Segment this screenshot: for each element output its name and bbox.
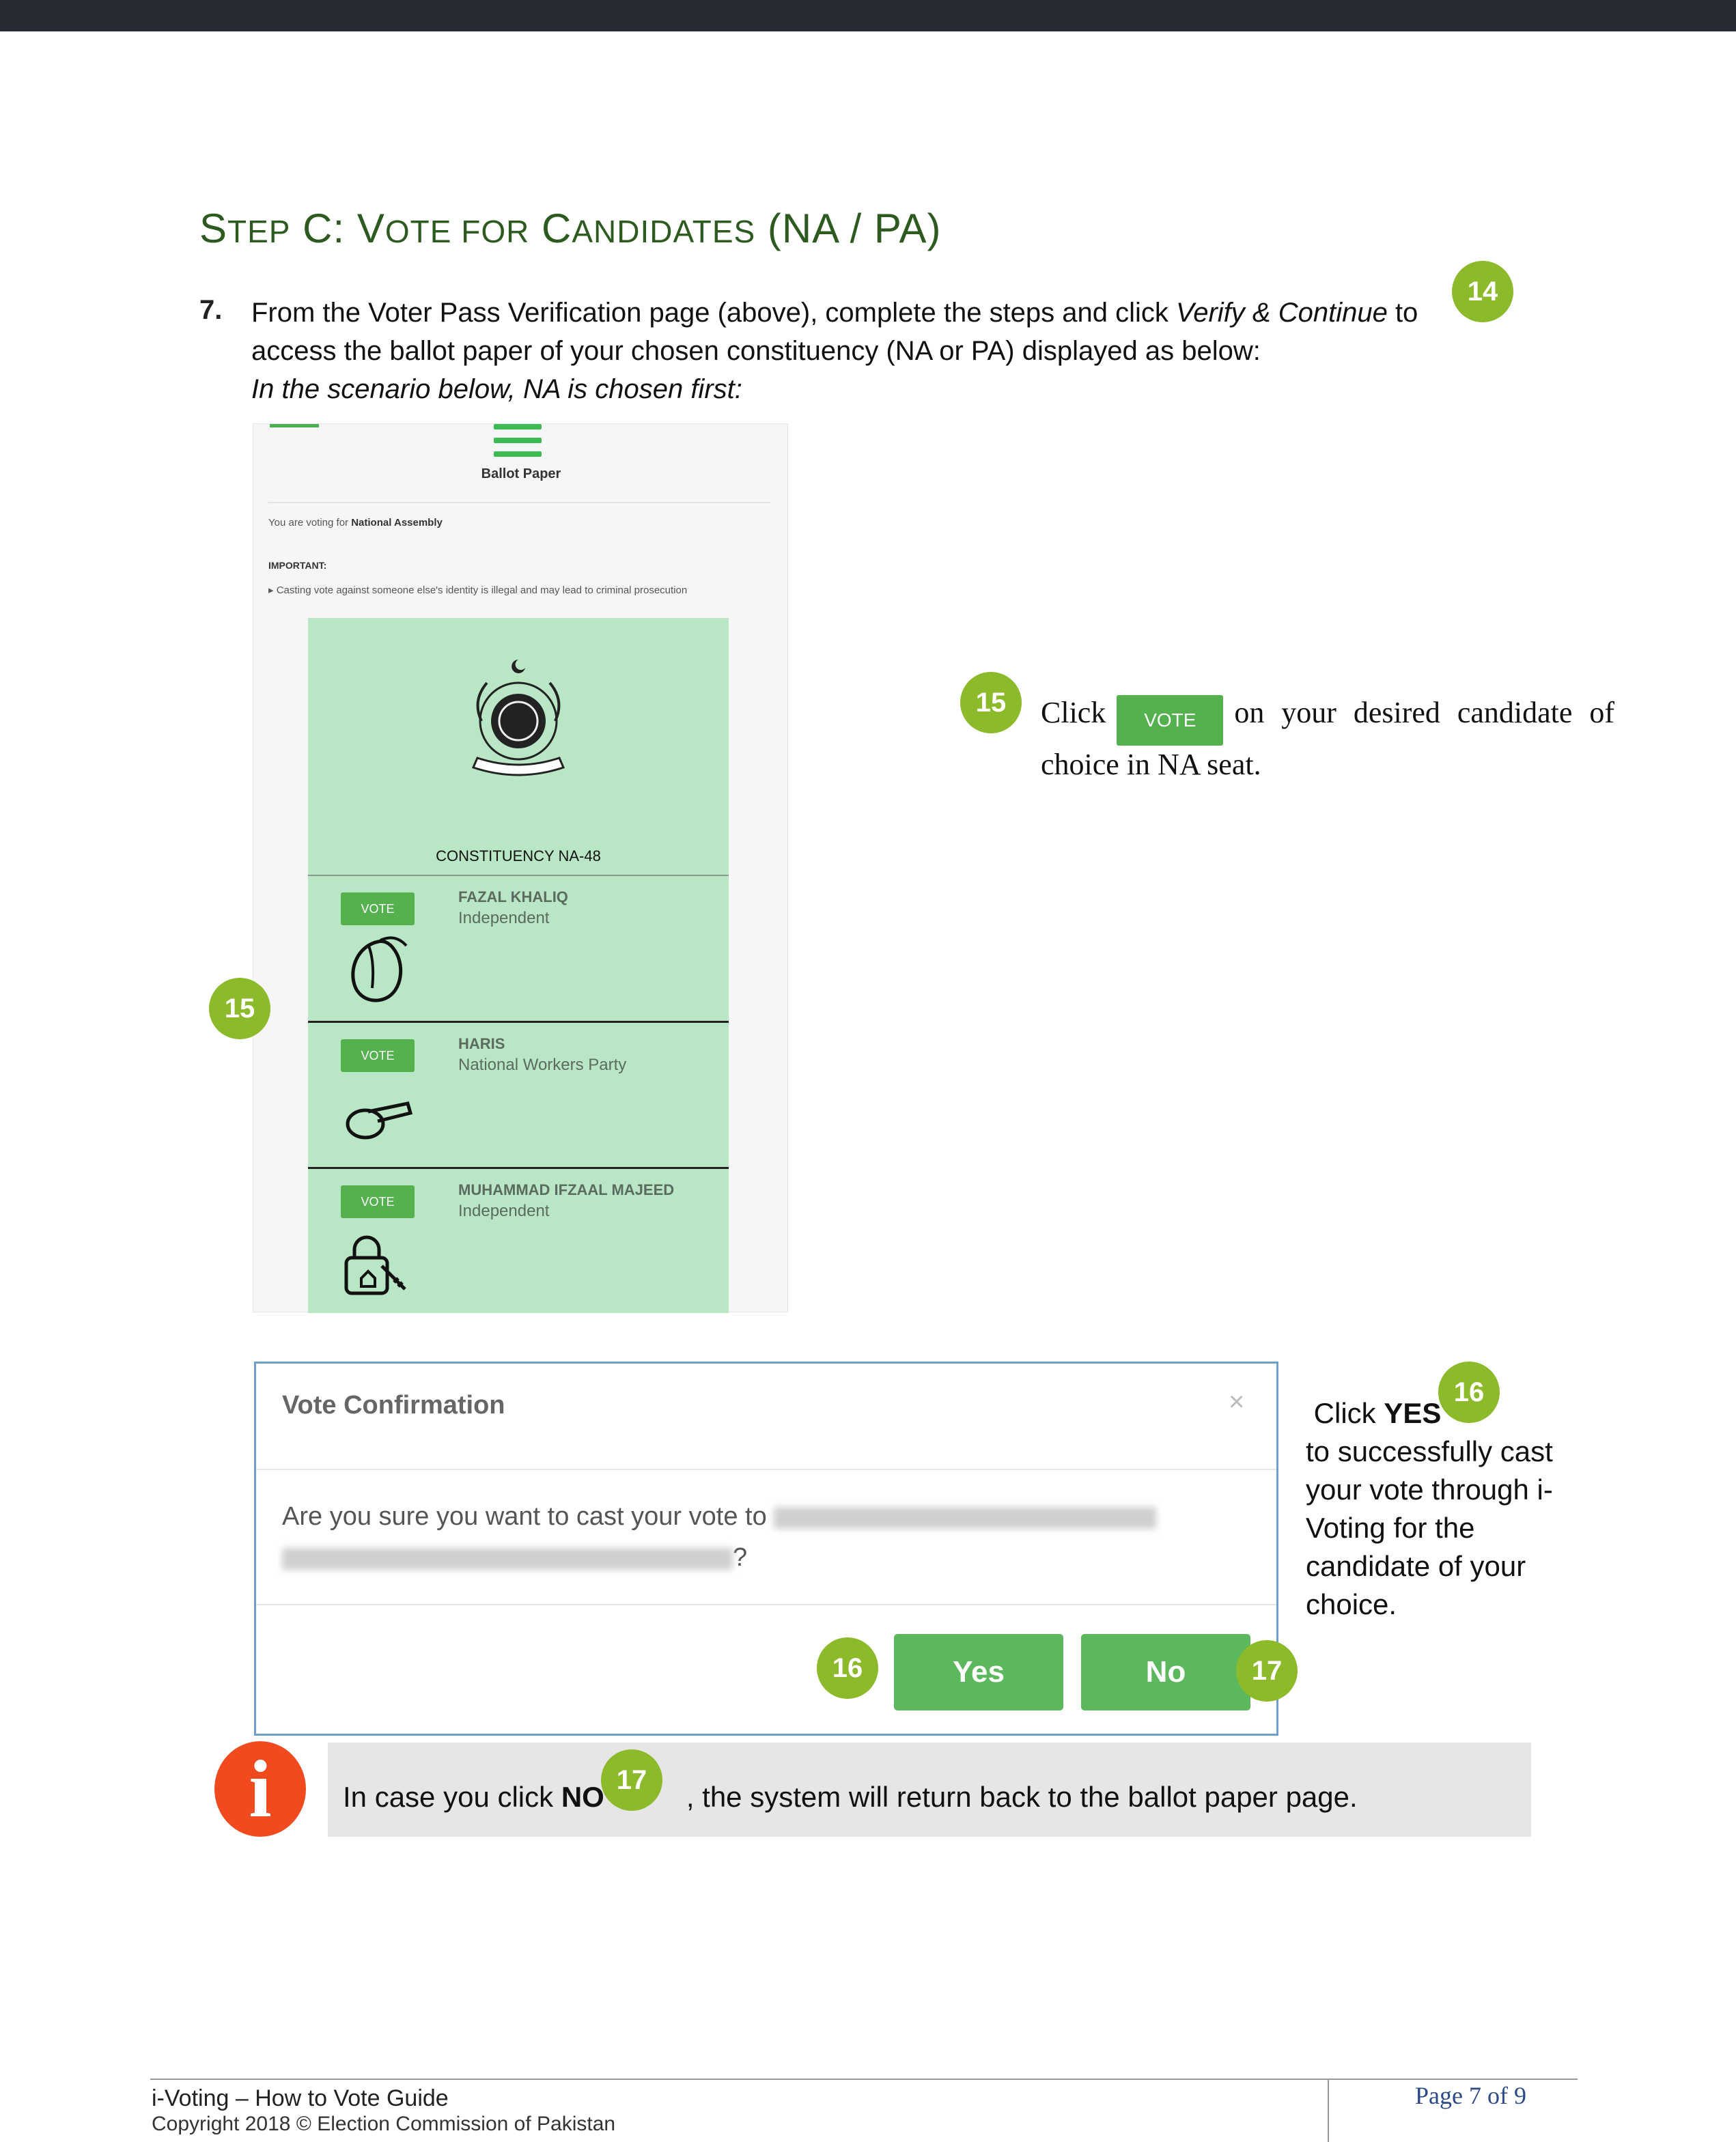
scenario-note: In the scenario below, NA is chosen first: (251, 374, 742, 404)
hamburger-menu-icon[interactable] (494, 424, 542, 461)
ecp-emblem-icon (461, 656, 576, 785)
vote-confirmation-dialog (254, 1362, 1278, 1736)
footer-divider (150, 2078, 1578, 2080)
vote-button[interactable]: VOTE (341, 1039, 415, 1072)
top-bar (0, 0, 1736, 31)
verify-continue-label: Verify & Continue (1176, 298, 1388, 328)
candidate-row (308, 875, 729, 1021)
redacted-candidate (774, 1507, 1156, 1529)
step-badge-14: 14 (1452, 261, 1513, 322)
candidate-party: Independent (458, 1202, 550, 1220)
tab-accent (270, 424, 319, 427)
lock-key-icon (341, 1225, 416, 1300)
step-badge-16-yes: 16 (817, 1637, 878, 1699)
vote-button-sample: VOTE (1117, 695, 1223, 746)
yes-instruction: Click YES to successfully cast your vote through i-Voting for the candidate of your choice. (1306, 1397, 1553, 1620)
divider (268, 502, 771, 503)
footer-copyright: Copyright 2018 © Election Commission of Pakistan (152, 2113, 616, 2135)
step-number: 7. (199, 295, 223, 325)
footer-guide-title: i-Voting – How to Vote Guide (152, 2085, 449, 2111)
mango-icon (341, 932, 416, 1007)
no-button[interactable]: No (1081, 1634, 1250, 1710)
warning-text: ▸ Casting vote against someone else's identity is illegal and may lead to criminal prosecution (268, 584, 688, 596)
divider (256, 1469, 1276, 1470)
ballot-card (308, 618, 729, 1313)
confirmation-question: Are you sure you want to cast your vote to ? (282, 1496, 1211, 1578)
ballot-title: Ballot Paper (481, 466, 561, 481)
section-heading: STEP C: VOTE FOR CANDIDATES (NA / PA) (199, 206, 942, 251)
step-badge-16: 16 (1438, 1362, 1500, 1423)
footer-separator (1328, 2080, 1329, 2142)
whistle-icon (341, 1079, 416, 1154)
step-badge-15-left: 15 (209, 978, 270, 1039)
vote-button[interactable]: VOTE (341, 892, 415, 925)
step-badge-17-no: 17 (1236, 1640, 1298, 1702)
close-icon[interactable]: × (1229, 1387, 1245, 1417)
divider (256, 1604, 1276, 1605)
candidate-name: HARIS (458, 1035, 505, 1052)
step-paragraph: From the Voter Pass Verification page (above), complete the steps and click Verify & Continue to access the ballot paper of your chosen constituency (NA or PA) displayed as below: In the scenario below, NA is chosen first: (251, 298, 1418, 404)
redacted-party (282, 1548, 733, 1570)
info-icon: i (214, 1741, 306, 1837)
notice-text: In case you click NO , the system will return back to the ballot paper page. (343, 1781, 1358, 1813)
vote-button[interactable]: VOTE (341, 1185, 415, 1218)
candidate-name: FAZAL KHALIQ (458, 888, 568, 905)
info-notice (328, 1743, 1531, 1837)
constituency-label: CONSTITUENCY NA-48 (436, 847, 601, 864)
candidate-row (308, 1167, 729, 1314)
voting-for-text: You are voting for National Assembly (268, 517, 443, 529)
yes-button[interactable]: Yes (894, 1634, 1063, 1710)
important-label: IMPORTANT: (268, 560, 327, 571)
dialog-title: Vote Confirmation (282, 1391, 505, 1420)
ballot-paper-screenshot (253, 423, 788, 1312)
candidate-name: MUHAMMAD IFZAAL MAJEED (458, 1181, 675, 1198)
page-number: Page 7 of 9 (1415, 2082, 1526, 2109)
candidate-party: National Workers Party (458, 1056, 627, 1074)
step-badge-15: 15 (960, 672, 1022, 733)
candidate-row (308, 1021, 729, 1168)
vote-instruction: Click VOTE on your desired candidate of choice in NA seat. (1041, 696, 1614, 781)
step-badge-17: 17 (601, 1749, 662, 1811)
candidate-party: Independent (458, 909, 550, 927)
